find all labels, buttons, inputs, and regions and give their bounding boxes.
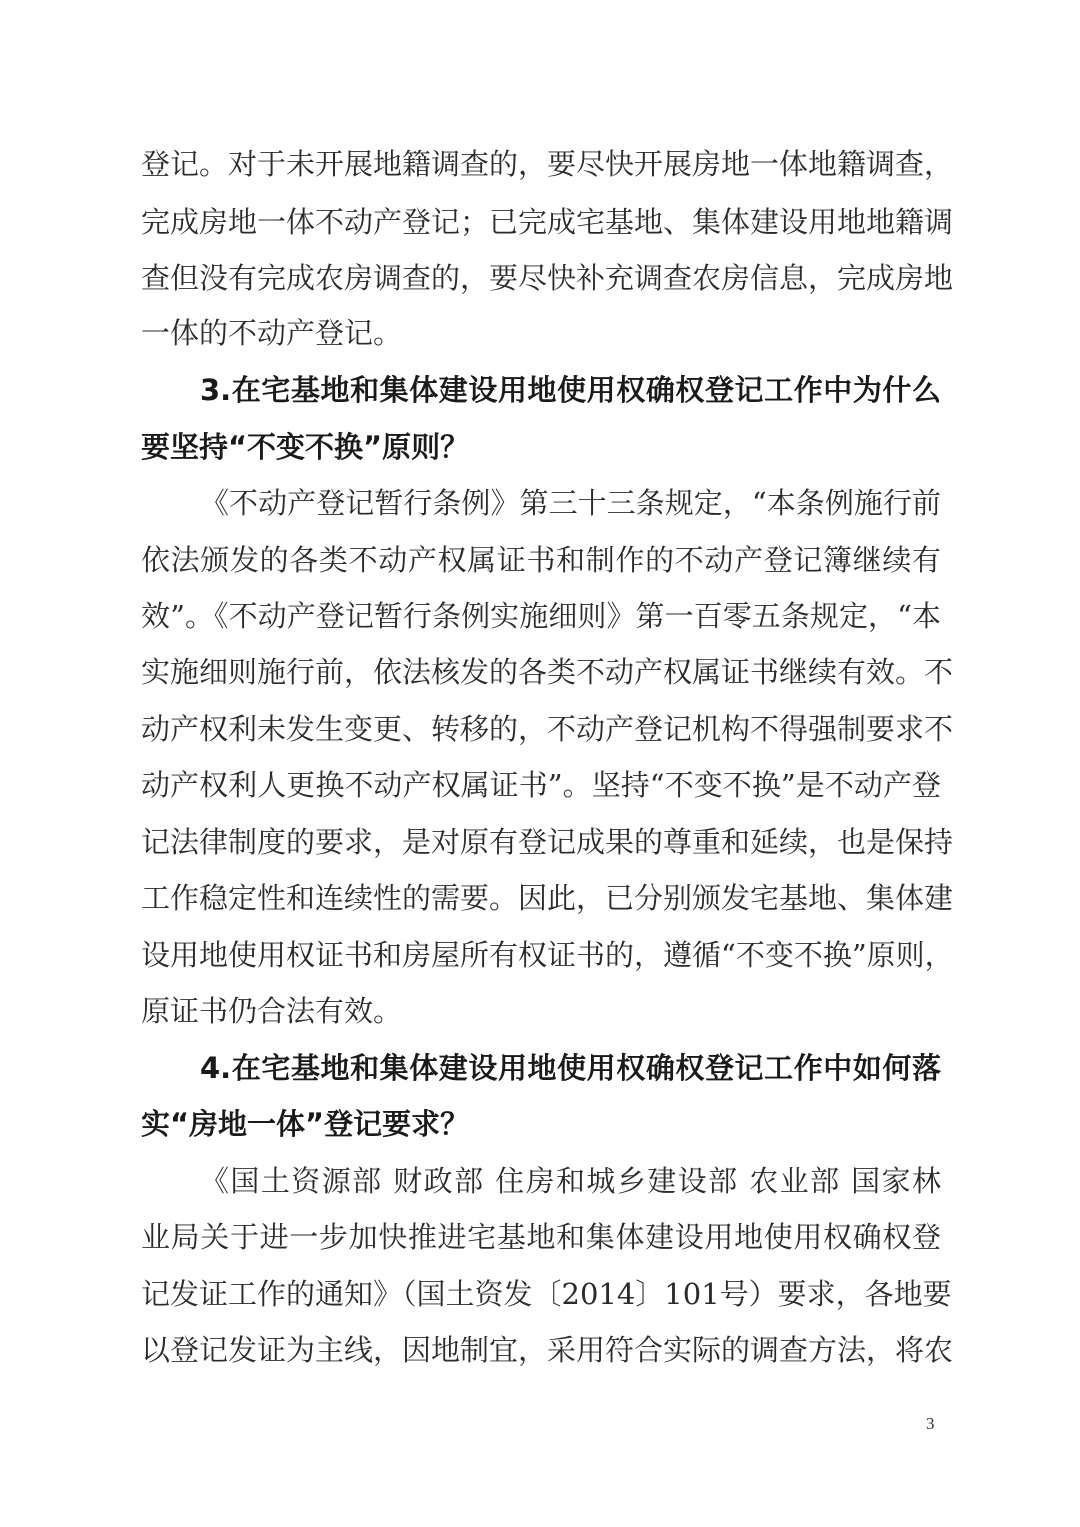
paragraph-line: 实施细则施行前，依法核发的各类不动产权属证书继续有效。不 bbox=[141, 655, 954, 689]
paragraph-line: 业局关于进一步加快推进宅基地和集体建设用地使用权确权登 bbox=[141, 1220, 941, 1254]
paragraph-line: 以登记发证为主线，因地制宜，采用符合实际的调查方法，将农 bbox=[141, 1333, 954, 1367]
paragraph-line: 工作稳定性和连续性的需要。因此，已分别颁发宅基地、集体建 bbox=[141, 881, 954, 915]
paragraph-line: 登记。对于未开展地籍调查的，要尽快开展房地一体地籍调查， bbox=[141, 147, 954, 181]
paragraph-line: 原证书仍合法有效。 bbox=[141, 994, 403, 1028]
section-heading-4-cont: 实“房地一体”登记要求？ bbox=[141, 1107, 470, 1141]
paragraph-line: 动产权利人更换不动产权属证书”。坚持“不变不换”是不动产登 bbox=[141, 768, 941, 802]
paragraph-line: 动产权利未发生变更、转移的，不动产登记机构不得强制要求不 bbox=[141, 712, 954, 746]
paragraph-line: 查但没有完成农房调查的，要尽快补充调查农房信息，完成房地 bbox=[141, 261, 954, 295]
paragraph-line: 设用地使用权证书和房屋所有权证书的，遵循“不变不换”原则， bbox=[141, 938, 954, 972]
paragraph-line: 《不动产登记暂行条例》第三十三条规定，“本条例施行前 bbox=[200, 486, 941, 520]
paragraph-line: 依法颁发的各类不动产权属证书和制作的不动产登记簿继续有 bbox=[141, 543, 941, 577]
section-heading-3-cont: 要坚持“不变不换”原则？ bbox=[141, 430, 470, 464]
paragraph-line: 《国土资源部 财政部 住房和城乡建设部 农业部 国家林 bbox=[200, 1164, 941, 1198]
section-heading-3: 3.在宅基地和集体建设用地使用权确权登记工作中为什么 bbox=[200, 373, 941, 407]
section-heading-4: 4.在宅基地和集体建设用地使用权确权登记工作中如何落 bbox=[200, 1051, 941, 1085]
paragraph-line: 一体的不动产登记。 bbox=[141, 316, 403, 350]
paragraph-line: 完成房地一体不动产登记；已完成宅基地、集体建设用地地籍调 bbox=[141, 205, 954, 239]
page-number: 3 bbox=[926, 1414, 935, 1433]
paragraph-line: 记法律制度的要求，是对原有登记成果的尊重和延续，也是保持 bbox=[141, 825, 954, 859]
paragraph-line: 效”。《不动产登记暂行条例实施细则》第一百零五条规定，“本 bbox=[141, 599, 941, 633]
paragraph-line: 记发证工作的通知》（国土资发〔2014〕101号）要求，各地要 bbox=[141, 1277, 952, 1311]
